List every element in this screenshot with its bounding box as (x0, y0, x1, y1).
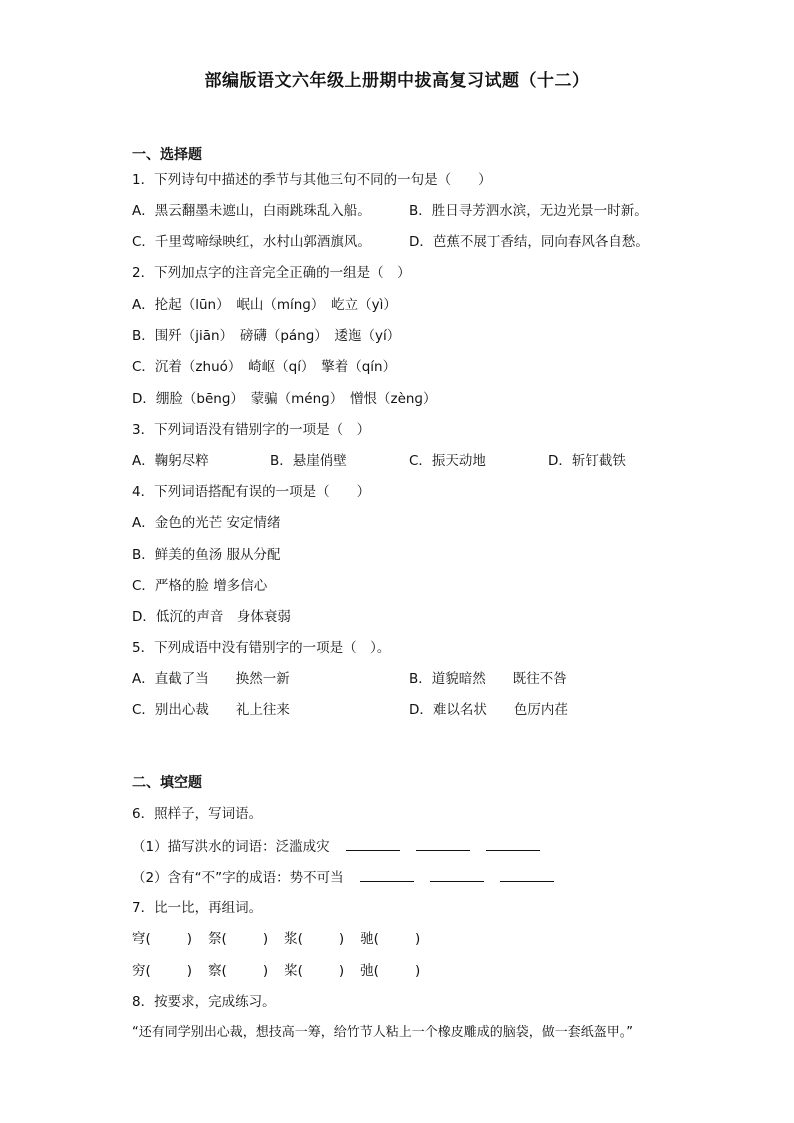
answer-blank[interactable] (430, 867, 484, 882)
compare-item: 察( ) (208, 963, 269, 979)
question-4-option-c: C．严格的脸 增多信心 (132, 578, 268, 594)
question-4-option-d: D．低沉的声音 身体衰弱 (132, 609, 291, 625)
answer-blank[interactable] (486, 836, 540, 851)
question-6-part-2 (132, 867, 554, 888)
question-5-option-c: C．别出心裁 礼上往来 (132, 702, 290, 718)
question-1-option-a: A．黑云翻墨未遮山，白雨跳珠乱入船。 (132, 203, 371, 219)
compare-item: 祭( ) (208, 931, 269, 947)
question-6-part-2-text: （2）含有“不”字的成语：势不可当 (132, 870, 344, 886)
answer-blank[interactable] (416, 836, 470, 851)
question-6-part-1-text: （1）描写洪水的词语：泛滥成灾 (132, 839, 330, 855)
question-7-row-1 (132, 929, 436, 949)
question-7-row-2 (132, 961, 436, 981)
question-5-option-d: D．难以名状 色厉内荏 (409, 702, 568, 718)
question-5-option-b: B．道貌暗然 既往不咎 (409, 671, 567, 687)
compare-item: 浆( ) (284, 931, 345, 947)
question-3-option-c: C．振天动地 (409, 453, 486, 469)
compare-item: 穷( ) (132, 963, 193, 979)
question-4-option-a: A．金色的光芒 安定情绪 (132, 515, 281, 531)
answer-blank[interactable] (360, 867, 414, 882)
question-6-stem: 6．照样子，写词语。 (132, 806, 263, 822)
question-4-stem: 4．下列词语搭配有误的一项是（ ） (132, 484, 371, 500)
question-2-option-c: C．沉着（zhuó） 崎岖（qí） 擎着（qín） (132, 359, 397, 375)
question-2-option-d: D．绷脸（bēnɡ） 蒙骗（ménɡ） 憎恨（zènɡ） (132, 391, 437, 407)
question-1-option-c: C．千里莺啼绿映红，水村山郭酒旗风。 (132, 234, 371, 250)
question-3-stem: 3．下列词语没有错别字的一项是（ ） (132, 422, 371, 438)
question-2-option-b: B．围歼（jiān） 磅礴（pánɡ） 逶迤（yí） (132, 328, 401, 344)
answer-blank[interactable] (500, 867, 554, 882)
question-3-option-b: B．悬崖俏壁 (270, 453, 347, 469)
question-1-option-d: D．芭蕉不展丁香结，同向春风各自愁。 (409, 234, 649, 250)
question-1-stem: 1．下列诗句中描述的季节与其他三句不同的一句是（ ） (132, 172, 492, 188)
section-heading-fill: 二、填空题 (132, 775, 202, 791)
question-8-stem: 8．按要求，完成练习。 (132, 994, 276, 1010)
answer-blank[interactable] (346, 836, 400, 851)
question-5-option-a: A．直截了当 换然一新 (132, 671, 290, 687)
question-6-part-1 (132, 836, 540, 857)
question-8-quote: “还有同学别出心裁，想技高一筹，给竹节人粘上一个橡皮雕成的脑袋，做一套纸盔甲。” (132, 1025, 633, 1040)
section-heading-choice: 一、选择题 (132, 147, 202, 163)
question-4-option-b: B．鲜美的鱼汤 服从分配 (132, 547, 281, 563)
page-title: 部编版语文六年级上册期中拔高复习试题（十二） (204, 71, 590, 91)
question-2-stem: 2．下列加点字的注音完全正确的一组是（ ） (132, 265, 411, 281)
compare-item: 桨( ) (284, 963, 345, 979)
compare-item: 驰( ) (360, 931, 421, 947)
question-7-stem: 7．比一比，再组词。 (132, 900, 263, 916)
question-5-stem: 5．下列成语中没有错别字的一项是（ ）。 (132, 640, 391, 656)
question-3-option-a: A．鞠躬尽粹 (132, 453, 209, 469)
question-2-option-a: A．抡起（lūn） 岷山（mínɡ） 屹立（yì） (132, 297, 397, 313)
compare-item: 弛( ) (360, 963, 421, 979)
question-3-option-d: D．斩钉截铁 (548, 453, 626, 469)
question-1-option-b: B．胜日寻芳泗水滨，无边光景一时新。 (409, 203, 648, 219)
compare-item: 穹( ) (132, 931, 193, 947)
